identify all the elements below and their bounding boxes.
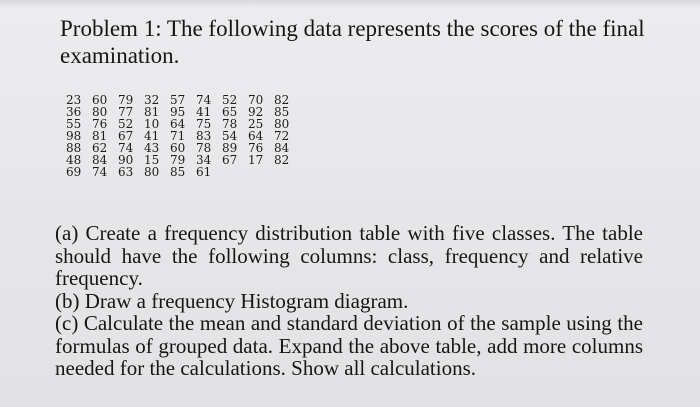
score-value: 76: [92, 117, 108, 131]
score-value: 74: [196, 93, 212, 107]
score-value: 70: [248, 93, 264, 107]
score-value: 62: [92, 141, 108, 155]
score-value: 74: [118, 141, 134, 155]
score-value: 81: [92, 129, 108, 143]
score-value: 75: [196, 117, 212, 131]
score-value: 41: [196, 105, 212, 119]
score-value: 71: [170, 129, 186, 143]
score-value: 83: [196, 129, 212, 143]
score-value: 79: [170, 153, 186, 167]
questions-block: [55, 222, 643, 380]
score-value: 78: [196, 141, 212, 155]
score-value: 84: [274, 141, 290, 155]
score-value: 89: [222, 141, 238, 155]
score-value: 61: [196, 165, 212, 179]
score-value: 80: [144, 165, 160, 179]
score-value: 65: [222, 105, 238, 119]
score-value: 43: [144, 141, 160, 155]
score-value: 60: [92, 93, 108, 107]
score-value: 64: [170, 117, 186, 131]
score-value: 80: [92, 105, 108, 119]
score-value: 81: [144, 105, 160, 119]
question-c: (c) Calculate the mean and standard deviation of the sample using the formulas of grouped data. Expand the above table, add more columns needed for the calculations. Show all calculations.: [55, 311, 643, 380]
score-value: 95: [170, 105, 186, 119]
score-value: 64: [248, 129, 264, 143]
score-value: 69: [66, 165, 82, 179]
score-value: 92: [248, 105, 264, 119]
question-a: (a) Create a frequency distribution table with five classes. The table should have the following columns: class, frequency and relative frequency.: [55, 221, 643, 290]
question-b: (b) Draw a frequency Histogram diagram.: [55, 288, 409, 313]
score-value: 57: [170, 93, 186, 107]
score-value: 84: [92, 153, 108, 167]
score-value: 88: [66, 141, 82, 155]
score-value: 78: [222, 117, 238, 131]
score-value: 80: [274, 117, 290, 131]
score-value: 17: [248, 153, 264, 167]
page-shadow: [0, 0, 700, 8]
score-value: 23: [66, 93, 82, 107]
score-row: [66, 166, 300, 178]
score-value: 82: [274, 93, 290, 107]
score-value: 85: [170, 165, 186, 179]
score-value: 63: [118, 165, 134, 179]
score-value: 36: [66, 105, 82, 119]
score-value: 90: [118, 153, 134, 167]
score-value: 52: [222, 93, 238, 107]
score-value: 10: [144, 117, 160, 131]
scores-table: [66, 94, 300, 178]
score-value: 74: [92, 165, 108, 179]
score-value: 76: [248, 141, 264, 155]
score-value: 77: [118, 105, 134, 119]
problem-statement: Problem 1: The following data represents the scores of the final examination.: [60, 16, 645, 68]
score-value: 67: [118, 129, 134, 143]
score-value: 55: [66, 117, 82, 131]
score-value: 79: [118, 93, 134, 107]
score-value: 98: [66, 129, 82, 143]
score-value: 85: [274, 105, 290, 119]
score-value: 15: [144, 153, 160, 167]
score-value: 41: [144, 129, 160, 143]
score-value: 25: [248, 117, 264, 131]
score-value: 34: [196, 153, 212, 167]
score-value: 67: [222, 153, 238, 167]
score-value: 52: [118, 117, 134, 131]
score-value: 54: [222, 129, 238, 143]
score-value: 82: [274, 153, 290, 167]
score-value: 48: [66, 153, 82, 167]
score-value: 72: [274, 129, 290, 143]
score-value: 32: [144, 93, 160, 107]
score-value: 60: [170, 141, 186, 155]
